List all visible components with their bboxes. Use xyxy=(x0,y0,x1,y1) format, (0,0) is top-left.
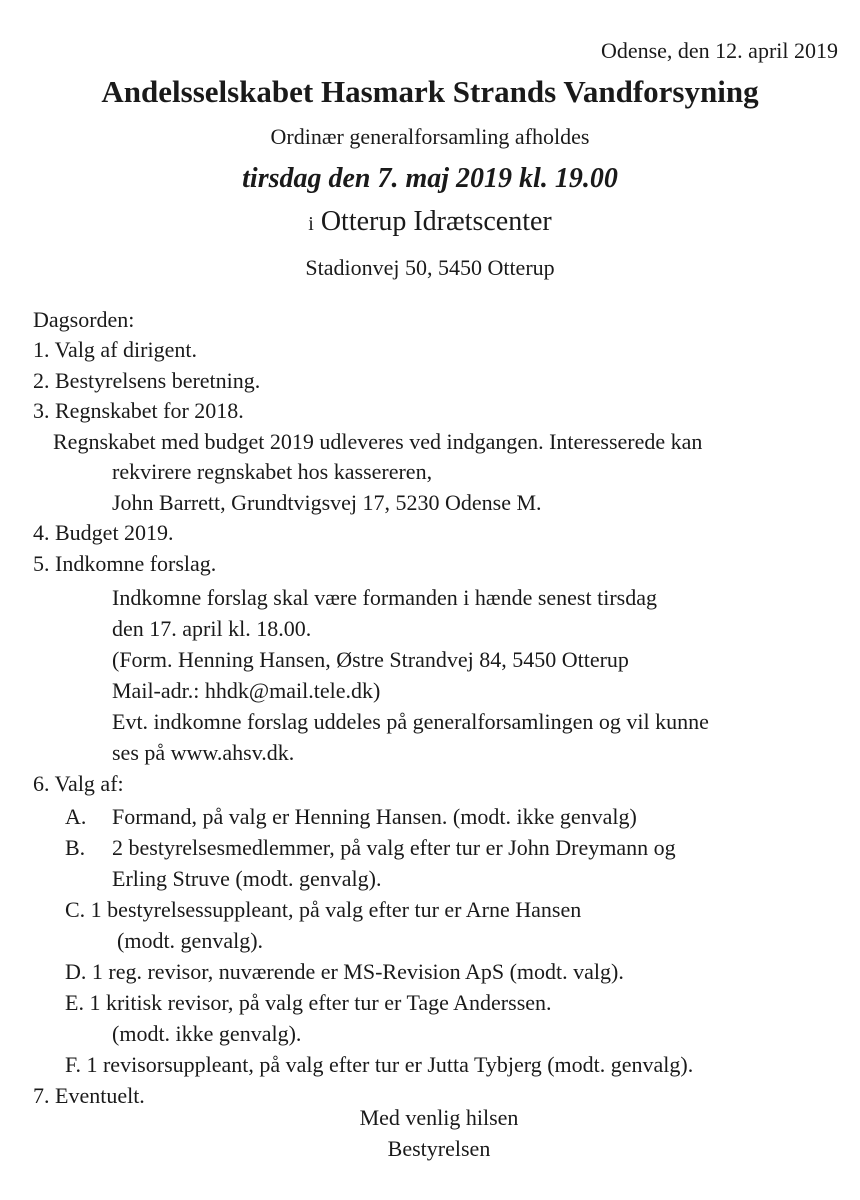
agenda-item-3-note: rekvirere regnskabet hos kassereren, xyxy=(112,459,433,484)
agenda-item-3-note: Regnskabet med budget 2019 udleveres ved indgangen. Interesserede kan xyxy=(53,429,703,454)
venue-prefix: i xyxy=(308,213,314,235)
meeting-subtitle: Ordinær generalforsamling afholdes xyxy=(270,124,590,149)
organization-title: Andelsselskabet Hasmark Strands Vandforsyning xyxy=(101,74,759,109)
agenda-item-5-note: Indkomne forslag skal være formanden i hænde senest tirsdag xyxy=(112,585,657,610)
agenda-item-1: 1. Valg af dirigent. xyxy=(33,337,197,362)
election-item-a: Formand, på valg er Henning Hansen. (modt. ikke genvalg) xyxy=(112,804,637,829)
letter-date: Odense, den 12. april 2019 xyxy=(600,38,838,63)
venue-name: Otterup Idrætscenter xyxy=(320,206,552,237)
agenda-heading: Dagsorden: xyxy=(33,307,135,332)
agenda-item-3-note: John Barrett, Grundtvigsvej 17, 5230 Odense M. xyxy=(112,490,542,515)
agenda-item-7: 7. Eventuelt. xyxy=(33,1083,145,1108)
agenda-item-4: 4. Budget 2019. xyxy=(33,520,174,545)
agenda-item-5-note: den 17. april kl. 18.00. xyxy=(112,616,312,641)
agenda-item-5: 5. Indkomne forslag. xyxy=(33,551,217,576)
agenda-item-6: 6. Valg af: xyxy=(33,771,124,796)
election-item-e: (modt. ikke genvalg). xyxy=(112,1021,302,1046)
election-letter-b: B. xyxy=(65,835,86,860)
closing-signature: Bestyrelsen xyxy=(387,1136,491,1161)
election-letter-a: A. xyxy=(65,804,87,829)
election-item-b: 2 bestyrelsesmedlemmer, på valg efter tur er John Dreymann og xyxy=(112,835,676,860)
closing-greeting: Med venlig hilsen xyxy=(359,1105,519,1130)
election-item-e: E. 1 kritisk revisor, på valg efter tur er Tage Anderssen. xyxy=(65,990,552,1015)
agenda-item-5-note: Evt. indkomne forslag uddeles på generalforsamlingen og vil kunne xyxy=(112,709,709,734)
meeting-date: tirsdag den 7. maj 2019 kl. 19.00 xyxy=(242,163,618,194)
election-item-d: D. 1 reg. revisor, nuværende er MS-Revision ApS (modt. valg). xyxy=(65,959,624,984)
election-item-b: Erling Struve (modt. genvalg). xyxy=(112,866,382,891)
agenda-item-5-note: Mail-adr.: hhdk@mail.tele.dk) xyxy=(112,678,381,703)
venue xyxy=(0,206,860,238)
agenda-item-5-note: ses på www.ahsv.dk. xyxy=(112,740,295,765)
venue-address: Stadionvej 50, 5450 Otterup xyxy=(305,255,555,280)
election-item-f: F. 1 revisorsuppleant, på valg efter tur er Jutta Tybjerg (modt. genvalg). xyxy=(65,1052,694,1077)
election-item-c: C. 1 bestyrelsessuppleant, på valg efter tur er Arne Hansen xyxy=(65,897,582,922)
agenda-item-3: 3. Regnskabet for 2018. xyxy=(33,398,244,423)
election-item-c: (modt. genvalg). xyxy=(117,928,264,953)
agenda-item-5-note: (Form. Henning Hansen, Østre Strandvej 84, 5450 Otterup xyxy=(112,647,629,672)
agenda-item-2: 2. Bestyrelsens beretning. xyxy=(33,368,261,393)
